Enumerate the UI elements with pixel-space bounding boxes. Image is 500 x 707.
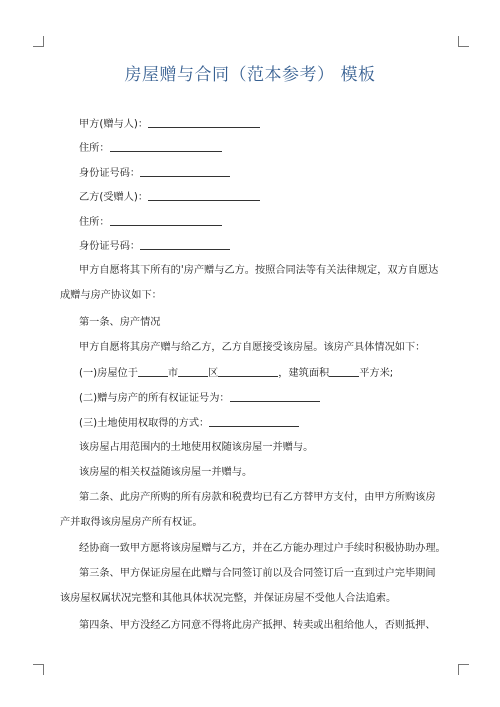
certificate-label: (二)赠与房产的所有权证证号为： xyxy=(79,393,230,404)
id-blank-2[interactable] xyxy=(140,239,230,250)
item-1-location-label: (一)房屋位于 xyxy=(79,368,138,379)
address-line-1 xyxy=(79,141,459,156)
article-3-line-2: 该房屋权属状况完整和其他具体状况完整，并保证房屋不受他人合法追索。 xyxy=(60,593,397,604)
party-b-line xyxy=(79,190,459,205)
article-4-line-1: 第四条、甲方没经乙方同意不得将此房产抵押、转卖或出租给他人，否则抵押、 xyxy=(79,620,436,631)
document-title: 房屋赠与合同（范本参考） 模板 xyxy=(124,65,376,85)
party-a-label: 甲方(赠与人)： xyxy=(79,119,149,130)
article-1-item-2 xyxy=(79,391,459,406)
district-label: 区 xyxy=(208,368,219,379)
party-b-blank[interactable] xyxy=(148,190,260,201)
land-method-label: (三)土地使用权取得的方式： xyxy=(79,418,210,429)
id-line-2 xyxy=(79,239,459,254)
id-label-2: 身份证号码： xyxy=(79,241,141,252)
party-a-blank[interactable] xyxy=(148,117,260,128)
article-2-line-1: 第二条、此房产所购的所有房款和税费均已有乙方替甲方支付，由甲方所购该房 xyxy=(79,492,436,503)
crop-mark-top-left xyxy=(33,36,44,47)
address-blank-1[interactable] xyxy=(110,141,222,152)
city-label: 市 xyxy=(167,368,179,379)
crop-mark-bottom-right xyxy=(458,664,469,675)
intro-line-2: 成赠与房产协议如下： xyxy=(60,290,162,301)
id-line-1 xyxy=(79,166,459,181)
crop-mark-bottom-left xyxy=(33,664,44,675)
article-1-desc: 甲方自愿将其房产赠与给乙方，乙方自愿接受该房屋。该房产具体情况如下： xyxy=(79,342,426,353)
area-label: ，建筑面积 xyxy=(278,368,330,379)
id-blank-1[interactable] xyxy=(140,166,230,177)
article-2-line-3: 经协商一致甲方愿将该房屋赠与乙方，并在乙方能办理过户手续时积极协助办理。 xyxy=(79,543,446,554)
address-label-1: 住所： xyxy=(79,143,110,154)
party-b-label: 乙方(受赠人)： xyxy=(79,192,149,203)
intro-line-1: 甲方自愿将其下所有的'房产赠与乙方。按照合同法等有关法律规定，双方自愿达 xyxy=(79,265,439,276)
land-method-blank[interactable] xyxy=(209,416,299,427)
crop-mark-top-right xyxy=(458,36,469,47)
district-blank[interactable] xyxy=(178,366,208,377)
article-1-item-3 xyxy=(79,416,459,431)
rights-note: 该房屋的相关权益随该房屋一并赠与。 xyxy=(79,467,253,478)
address-detail-blank[interactable] xyxy=(218,366,278,377)
area-blank[interactable] xyxy=(329,366,359,377)
city-blank[interactable] xyxy=(138,366,168,377)
article-1-item-1 xyxy=(79,366,459,381)
address-label-2: 住所： xyxy=(79,217,110,228)
id-label-1: 身份证号码： xyxy=(79,168,141,179)
address-line-2 xyxy=(79,215,459,230)
certificate-blank[interactable] xyxy=(230,391,320,402)
area-unit: 平方米; xyxy=(359,368,394,379)
land-note: 该房屋占用范围内的土地使用权随该房屋一并赠与。 xyxy=(79,442,314,453)
address-blank-2[interactable] xyxy=(110,215,222,226)
article-2-line-2: 产并取得该房屋房产所有权证。 xyxy=(60,517,203,528)
article-3-line-1: 第三条、甲方保证房屋在此赠与合同签订前以及合同签订后一直到过户完毕期间 xyxy=(79,568,436,579)
party-a-line xyxy=(79,117,459,132)
article-1-heading: 第一条、房产情况 xyxy=(79,317,161,328)
